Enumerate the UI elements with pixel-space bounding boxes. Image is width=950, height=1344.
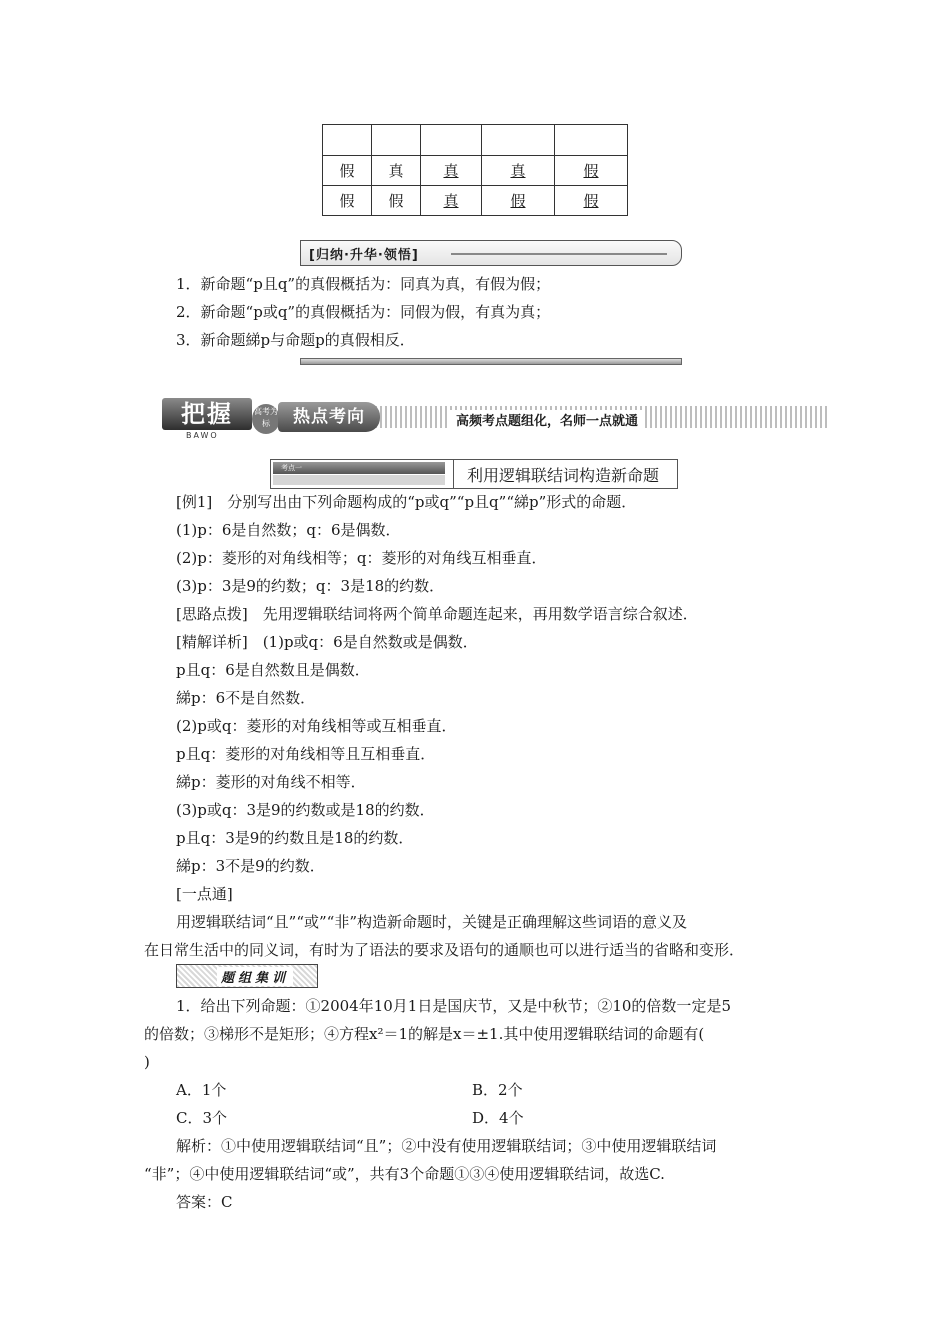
summary-item: 2．新命题“p或q”的真假概括为：同假为假，有真为真； <box>176 303 551 321</box>
example-line: p且q：菱形的对角线相等且互相垂直． <box>176 745 436 763</box>
table-cell: 假 <box>323 156 372 186</box>
option-a: A．1个 <box>176 1081 227 1099</box>
table-cell <box>421 186 482 216</box>
analysis-text: “非”；④中使用逻辑联结词“或”，共有3个命题①③④使用逻辑联结词，故选C. <box>144 1165 665 1183</box>
table-cell <box>421 125 482 156</box>
table-cell <box>482 156 555 186</box>
summary-banner-label: [归纳·升华·领悟] <box>309 248 419 263</box>
summary-item: 3．新命题綈p与命题p的真假相反． <box>176 331 415 349</box>
table-header-row <box>323 125 628 156</box>
example-line: [精解详析] (1)p或q：6是自然数或是偶数． <box>176 633 478 651</box>
answer-text: 答案：C <box>176 1193 233 1211</box>
question-text: 1．给出下列命题：①2004年10月1日是国庆节，又是中秋节；②10的倍数一定是5 <box>176 997 731 1015</box>
hot-topic-banner <box>160 398 830 438</box>
banner-divider <box>451 253 667 255</box>
table-cell <box>323 125 372 156</box>
option-b: B．2个 <box>472 1081 523 1099</box>
option-d: D．4个 <box>472 1109 524 1127</box>
cell-answer: 真 <box>443 162 459 180</box>
table-cell: 假 <box>323 186 372 216</box>
table-cell <box>555 125 628 156</box>
cell-answer: 假 <box>583 162 599 180</box>
exercise-group-label <box>176 964 318 988</box>
cell-answer: 真 <box>443 192 459 210</box>
example-line: (3)p：3是9的约数；q：3是18的约数． <box>176 577 445 595</box>
table-cell <box>421 156 482 186</box>
example-line: p且q：3是9的约数且是18的约数． <box>176 829 414 847</box>
hot-topic-label: 热点考向 <box>278 402 380 432</box>
question-text: ) <box>144 1053 150 1071</box>
summary-end-rule <box>300 358 682 365</box>
table-cell: 假 <box>372 186 421 216</box>
example-line: (1)p：6是自然数；q：6是偶数． <box>176 521 401 539</box>
example-line: p且q：6是自然数且是偶数． <box>176 661 370 679</box>
cell-answer: 假 <box>583 192 599 210</box>
table-cell <box>482 186 555 216</box>
example-line: (3)p或q：3是9的约数或是18的约数． <box>176 801 435 819</box>
table-cell <box>555 156 628 186</box>
table-cell: 真 <box>372 156 421 186</box>
example-line: [思路点拨] 先用逻辑联结词将两个简单命题连起来，再用数学语言综合叙述． <box>176 605 698 623</box>
group-label-text: 题组集训 <box>217 967 293 986</box>
badge-gaokao: 高考为标 <box>252 404 280 434</box>
cell-answer: 假 <box>510 192 526 210</box>
section-header <box>270 459 678 489</box>
summary-banner <box>300 240 682 266</box>
example-line: (2)p：菱形的对角线相等；q：菱形的对角线互相垂直． <box>176 549 547 567</box>
cell-answer: 真 <box>510 162 526 180</box>
tip-text: 在日常生活中的同义词，有时为了语法的要求及语句的通顺也可以进行适当的省略和变形． <box>144 941 745 959</box>
question-text: 的倍数；③梯形不是矩形；④方程x²＝1的解是x＝±1.其中使用逻辑联结词的命题有( <box>144 1025 705 1043</box>
bawo-logo: 把握 <box>162 398 252 430</box>
section-divider <box>453 460 454 488</box>
table-cell <box>482 125 555 156</box>
option-c: C．3个 <box>176 1109 228 1127</box>
example-line: 綈p：菱形的对角线不相等． <box>176 773 366 791</box>
table-cell <box>555 186 628 216</box>
example-line: [一点通] <box>176 885 233 903</box>
example-line: (2)p或q：菱形的对角线相等或互相垂直． <box>176 717 457 735</box>
table-row <box>323 186 628 216</box>
example-line: 綈p：6不是自然数． <box>176 689 316 707</box>
example-line: 綈p：3不是9的约数． <box>176 857 325 875</box>
tip-text: 用逻辑联结词“且”“或”“非”构造新命题时，关键是正确理解这些词语的意义及 <box>176 913 688 931</box>
table-cell <box>372 125 421 156</box>
summary-item: 1．新命题“p且q”的真假概括为：同真为真，有假为假； <box>176 275 551 293</box>
truth-table <box>322 124 628 216</box>
bawo-pinyin: BAWO <box>186 431 219 440</box>
analysis-text: 解析：①中使用逻辑联结词“且”；②中没有使用逻辑联结词；③中使用逻辑联结词 <box>176 1137 717 1155</box>
section-title: 利用逻辑联结词构造新命题 <box>467 466 660 485</box>
banner-slogan: 高频考点题组化，名师一点就通 <box>450 410 644 429</box>
table-row <box>323 156 628 186</box>
example-line: [例1] 分别写出由下列命题构成的“p或q”“p且q”“綈p”形式的命题． <box>176 493 637 511</box>
section-tag: 考点一 <box>273 462 445 474</box>
section-tag-bar <box>273 475 445 485</box>
